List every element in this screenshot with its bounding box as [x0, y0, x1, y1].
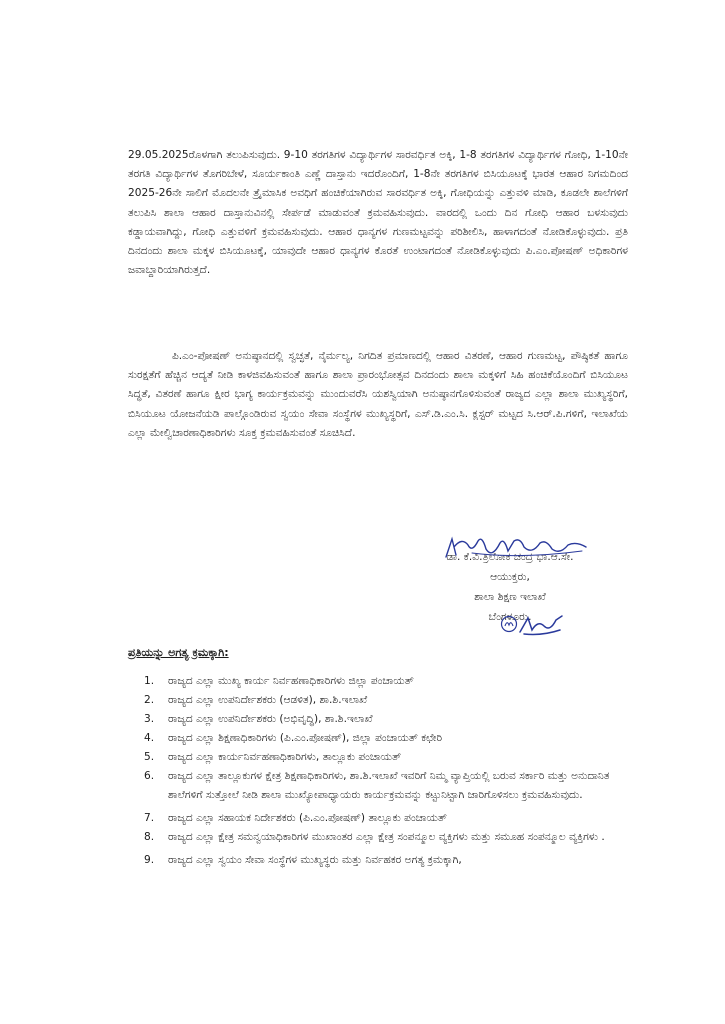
list-item-text: ರಾಜ್ಯದ ಎಲ್ಲಾ ಸಹಾಯಕ ನಿರ್ದೇಶಕರು (ಪಿ.ಎಂ.ಪೋಷಣ್) ತಾಲ್ಲೂಕು ಪಂಚಾಯತ್ [168, 812, 448, 824]
list-item-text: ರಾಜ್ಯದ ಎಲ್ಲಾ ಕ್ಷೇತ್ರ ಸಮನ್ವಯಾಧಿಕಾರಿಗಳ ಮುಖಾಂತರ ಎಲ್ಲಾ ಕ್ಷೇತ್ರ ಸಂಪನ್ಮೂಲ ವ್ಯಕ್ತಿಗಳು ಮತ್ತು ಸಮೂಹ ಸಂಪನ್ಮೂಲ ವ್ಯಕ್ತಿಗಳು . [168, 831, 605, 843]
list-item [128, 672, 628, 691]
signatory-department: ಶಾಲಾ ಶಿಕ್ಷಣ ಇಲಾಖೆ [474, 591, 546, 603]
list-item-text: ರಾಜ್ಯದ ಎಲ್ಲಾ ಮುಖ್ಯ ಕಾರ್ಯ ನಿರ್ವಹಣಾಧಿಕಾರಿಗಳು ಜಿಲ್ಲಾ ಪಂಚಾಯತ್ [168, 675, 414, 687]
list-item-number: 2. [144, 694, 155, 706]
list-item-text: ರಾಜ್ಯದ ಎಲ್ಲಾ ತಾಲ್ಲೂಕುಗಳ ಕ್ಷೇತ್ರ ಶಿಕ್ಷಣಾಧಿಕಾರಿಗಳು, ಶಾ.ಶಿ.ಇಲಾಖೆ ಇವರಿಗೆ ನಿಮ್ಮ ವ್ಯಾಪ್ತಿಯಲ್ಲಿ ಬರುವ ಸರ್ಕಾರಿ ಮತ್ತು ಅನುದಾನಿತ ಶಾಲೆಗಳಿಗೆ ಸುತ್ತೋಲೆ ನೀಡಿ ಶಾಲಾ ಮುಖ್ಯೋಪಾಧ್ಯಾಯರು ಕಾರ್ಯಕ್ರಮವನ್ನು ಕಟ್ಟುನಿಟ್ಟಾಗಿ ಜಾರಿಗೊಳಿಸಲು ಕ್ರಮವಹಿಸುವುದು. [168, 770, 610, 801]
list-item-text: ರಾಜ್ಯದ ಎಲ್ಲಾ ಸ್ವಯಂ ಸೇವಾ ಸಂಸ್ಥೆಗಳ ಮುಖ್ಯಸ್ಥರು ಮತ್ತು ನಿರ್ವಹಕರ ಅಗತ್ಯ ಕ್ರಮಕ್ಕಾಗಿ, [168, 854, 462, 866]
list-item-number: 6. [144, 770, 155, 782]
list-item-number: 1. [144, 675, 155, 687]
initials-scribble-icon [516, 612, 566, 638]
body-paragraph-2: ಪಿ.ಎಂ-ಪೋಷಣ್ ಅನುಷ್ಠಾನದಲ್ಲಿ ಸ್ವಚ್ಛತೆ, ನೈರ್ಮಲ್ಯ, ನಿಗದಿತ ಪ್ರಮಾಣದಲ್ಲಿ ಆಹಾರ ವಿತರಣೆ, ಆಹಾರ ಗುಣಮಟ್ಟ, ಪೌಷ್ಠಿಕತೆ ಹಾಗೂ ಸುರಕ್ಷತೆಗೆ ಹೆಚ್ಚಿನ ಆದ್ಯತೆ ನೀಡಿ ಕಾಳಜಿವಹಿಸುವಂತೆ ಹಾಗೂ ಶಾಲಾ ಪ್ರಾರಂಭೋತ್ಸವ ದಿನದಂದು ಶಾಲಾ ಮಕ್ಕಳಿಗೆ ಸಿಹಿ ಹಂಚಿಕೆಯೊಂದಿಗೆ ಬಿಸಿಯೂಟ ಸಿದ್ಧತೆ, ವಿತರಣೆ ಹಾಗೂ ಕ್ಷೀರ ಭಾಗ್ಯ ಕಾರ್ಯಕ್ರಮವನ್ನು ಮುಂದುವರೆಸಿ ಯಶಸ್ವಿಯಾಗಿ ಅನುಷ್ಠಾನಗೊಳಿಸುವಂತೆ ರಾಜ್ಯದ ಎಲ್ಲಾ ಶಾಲಾ ಮುಖ್ಯಸ್ಥರಿಗೆ, ಬಿಸಿಯೂಟ ಯೋಜನೆಯಡಿ ಪಾಲ್ಗೊಂಡಿರುವ ಸ್ವಯಂ ಸೇವಾ ಸಂಸ್ಥೆಗಳ ಮುಖ್ಯಸ್ಥರಿಗೆ, ಎಸ್.ಡಿ.ಎಂ.ಸಿ. ಕ್ಲಸ್ಟರ್ ಮಟ್ಟದ ಸಿ.ಆರ್.ಪಿ.ಗಳಿಗೆ, ಇಲಾಖೆಯ ಎಲ್ಲಾ ಮೇಲ್ವಿಚಾರಣಾಧಿಕಾರಿಗಳು ಸೂಕ್ತ ಕ್ರಮವಹಿಸುವಂತೆ ಸೂಚಿಸಿದೆ. [128, 350, 628, 439]
list-item-number: 4. [144, 732, 155, 744]
list-item [128, 809, 628, 828]
list-item [128, 748, 628, 767]
list-item [128, 851, 628, 870]
signatory-name: ಡಾ. ಕೆ.ವಿ.ತ್ರಿಲೋಕ ಚಂದ್ರ ಭಾ.ಆ.ಸೇ. [446, 551, 574, 563]
list-item-text: ರಾಜ್ಯದ ಎಲ್ಲಾ ಶಿಕ್ಷಣಾಧಿಕಾರಿಗಳು (ಪಿ.ಎಂ.ಪೋಷಣ್), ಜಿಲ್ಲಾ ಪಂಚಾಯತ್ ಕಛೇರಿ [168, 732, 443, 744]
list-item [128, 767, 628, 805]
copies-heading: ಪ್ರತಿಯನ್ನು ಅಗತ್ಯ ಕ್ರಮಕ್ಕಾಗಿ: [128, 646, 229, 659]
copies-list [128, 672, 628, 870]
list-item [128, 828, 628, 847]
signatory-name-line [400, 547, 620, 567]
list-item-number: 5. [144, 751, 155, 763]
list-item-number: 7. [144, 812, 155, 824]
signatory-designation: ಆಯುಕ್ತರು, [490, 571, 530, 583]
body-paragraph-1: 29.05.2025ರೊಳಗಾಗಿ ತಲುಪಿಸುವುದು. 9-10 ತರಗತಿಗಳ ವಿದ್ಯಾರ್ಥಿಗಳ ಸಾರವರ್ಧಿತ ಅಕ್ಕಿ, 1-8 ತರಗತಿಗಳ ವಿದ್ಯಾರ್ಥಿಗಳ ಗೋಧಿ, 1-10ನೇ ತರಗತಿ ವಿದ್ಯಾರ್ಥಿಗಳ ತೊಗರಿಬೇಳೆ, ಸೂರ್ಯಕಾಂತಿ ಎಣ್ಣೆ ದಾಸ್ತಾನು ಇದರೊಂದಿಗೆ, 1-8ನೇ ತರಗತಿಗಳ ಬಿಸಿಯೂಟಕ್ಕೆ ಭಾರತ ಆಹಾರ ನಿಗಮದಿಂದ 2025-26ನೇ ಸಾಲಿಗೆ ಮೊದಲನೇ ತ್ರೈಮಾಸಿಕ ಅವಧಿಗೆ ಹಂಚಿಕೆಯಾಗಿರುವ ಸಾರವರ್ಧಿತ ಅಕ್ಕಿ, ಗೋಧಿಯನ್ನು ಎತ್ತುವಳಿ ಮಾಡಿ, ಕೂಡಲೇ ಶಾಲೆಗಳಿಗೆ ತಲುಪಿಸಿ ಶಾಲಾ ಆಹಾರ ದಾಸ್ತಾನುವಿನಲ್ಲಿ ಸೇರ್ಪಡೆ ಮಾಡುವಂತೆ ಕ್ರಮವಹಿಸುವುದು. ವಾರದಲ್ಲಿ ಒಂದು ದಿನ ಗೋಧಿ ಆಹಾರ ಬಳಸುವುದು ಕಡ್ಡಾಯವಾಗಿದ್ದು, ಗೋಧಿ ಎತ್ತುವಳಿಗೆ ಕ್ರಮವಹಿಸುವುದು. ಆಹಾರ ಧಾನ್ಯಗಳ ಗುಣಮಟ್ಟವನ್ನು ಪರಿಶೀಲಿಸಿ, ಹಾಳಾಗದಂತೆ ನೋಡಿಕೊಳ್ಳುವುದು. ಪ್ರತಿ ದಿನದಂದು ಶಾಲಾ ಮಕ್ಕಳ ಬಿಸಿಯೂಟಕ್ಕೆ, ಯಾವುದೇ ಆಹಾರ ಧಾನ್ಯಗಳ ಕೊರತೆ ಉಂಟಾಗದಂತೆ ನೋಡಿಕೊಳ್ಳುವುದು ಪಿ.ಎಂ.ಪೋಷಣ್ ಅಧಿಕಾರಿಗಳ ಜವಾಬ್ದಾರಿಯಾಗಿರುತ್ತದೆ. [128, 149, 628, 277]
list-item [128, 691, 628, 710]
signatory-place: ಬೆಂಗಳೂರು. [488, 611, 532, 623]
list-item [128, 710, 628, 729]
list-item-text: ರಾಜ್ಯದ ಎಲ್ಲಾ ಕಾರ್ಯನಿರ್ವಹಣಾಧಿಕಾರಿಗಳು, ತಾಲ್ಲೂಕು ಪಂಚಾಯತ್ [168, 751, 402, 763]
list-item-text: ರಾಜ್ಯದ ಎಲ್ಲಾ ಉಪನಿರ್ದೇಶಕರು (ಆಡಳಿತ), ಶಾ.ಶಿ.ಇಲಾಖೆ [168, 694, 368, 706]
list-item-number: 8. [144, 831, 155, 843]
list-item-number: 3. [144, 713, 155, 725]
list-item-text: ರಾಜ್ಯದ ಎಲ್ಲಾ ಉಪನಿರ್ದೇಶಕರು (ಅಭಿವೃದ್ಧಿ), ಶಾ.ಶಿ.ಇಲಾಖೆ [168, 713, 373, 725]
list-item-number: 9. [144, 854, 155, 866]
list-item [128, 729, 628, 748]
handwritten-signature-icon [442, 533, 592, 563]
